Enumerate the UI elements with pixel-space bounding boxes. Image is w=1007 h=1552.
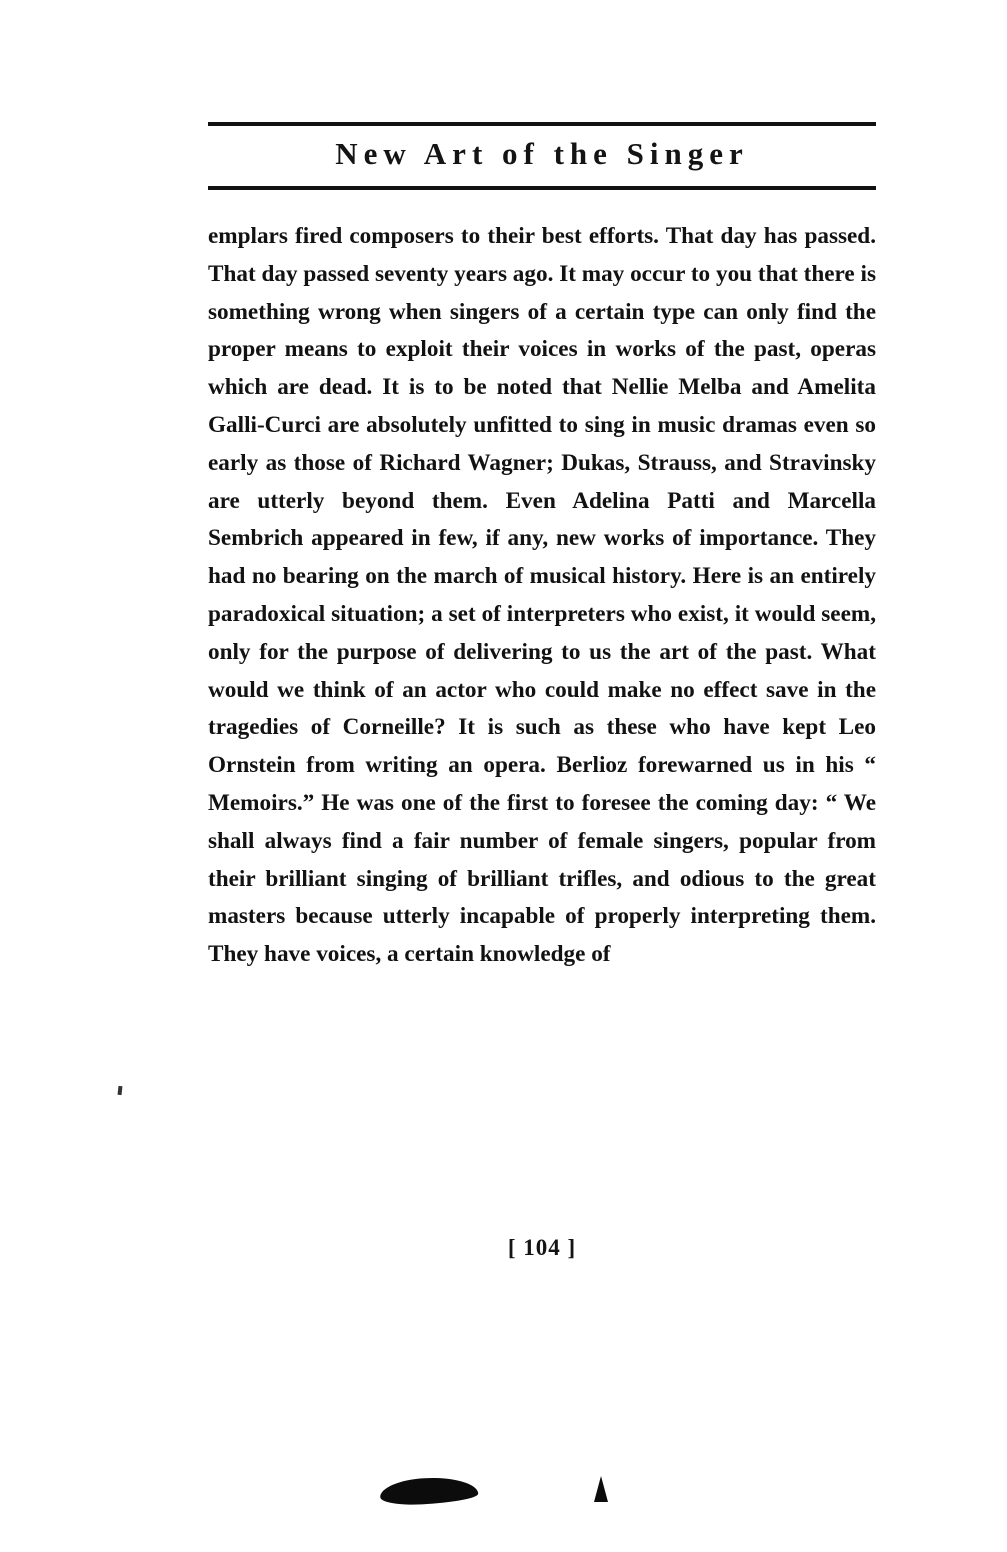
running-head: New Art of the Singer — [335, 136, 749, 171]
body-text-column — [208, 218, 876, 974]
page-number: [ 104 ] — [507, 1235, 577, 1260]
ink-smudge-large — [379, 1475, 478, 1506]
body-paragraph: emplars fired composers to their best efforts. That day has passed. That day passed seventy years ago. It may occur to you that there is something wrong when singers of a certain type can only find the proper means to exploit their voices in works of the past, operas which are dead. It is to be noted that Nellie Melba and Amelita Galli-Curci are absolutely unfitted to sing in music dramas even so early as those of Richard Wagner; Dukas, Strauss, and Stravinsky are utterly beyond them. Even Adelina Patti and Marcella Sembrich appeared in few, if any, new works of importance. They had no bearing on the march of musical history. Here is an entirely paradoxical situation; a set of interpreters who exist, it would seem, only for the purpose of delivering to us the art of the past. What would we think of an actor who could make no effect save in the tragedies of Corneille? It is such as these who have kept Leo Ornstein from writing an opera. Berlioz forewarned us in his “ Memoirs.” He was one of the first to foresee the coming day: “ We shall always find a fair number of female singers, popular from their brilliant singing of brilliant trifles, and odious to the great masters because utterly incapable of properly interpreting them. They have voices, a certain knowledge of — [208, 223, 876, 968]
stray-ink-mark — [118, 1086, 123, 1095]
ink-smudge-small — [594, 1476, 608, 1502]
header-rule-bottom — [208, 186, 876, 190]
page-header — [208, 122, 876, 190]
